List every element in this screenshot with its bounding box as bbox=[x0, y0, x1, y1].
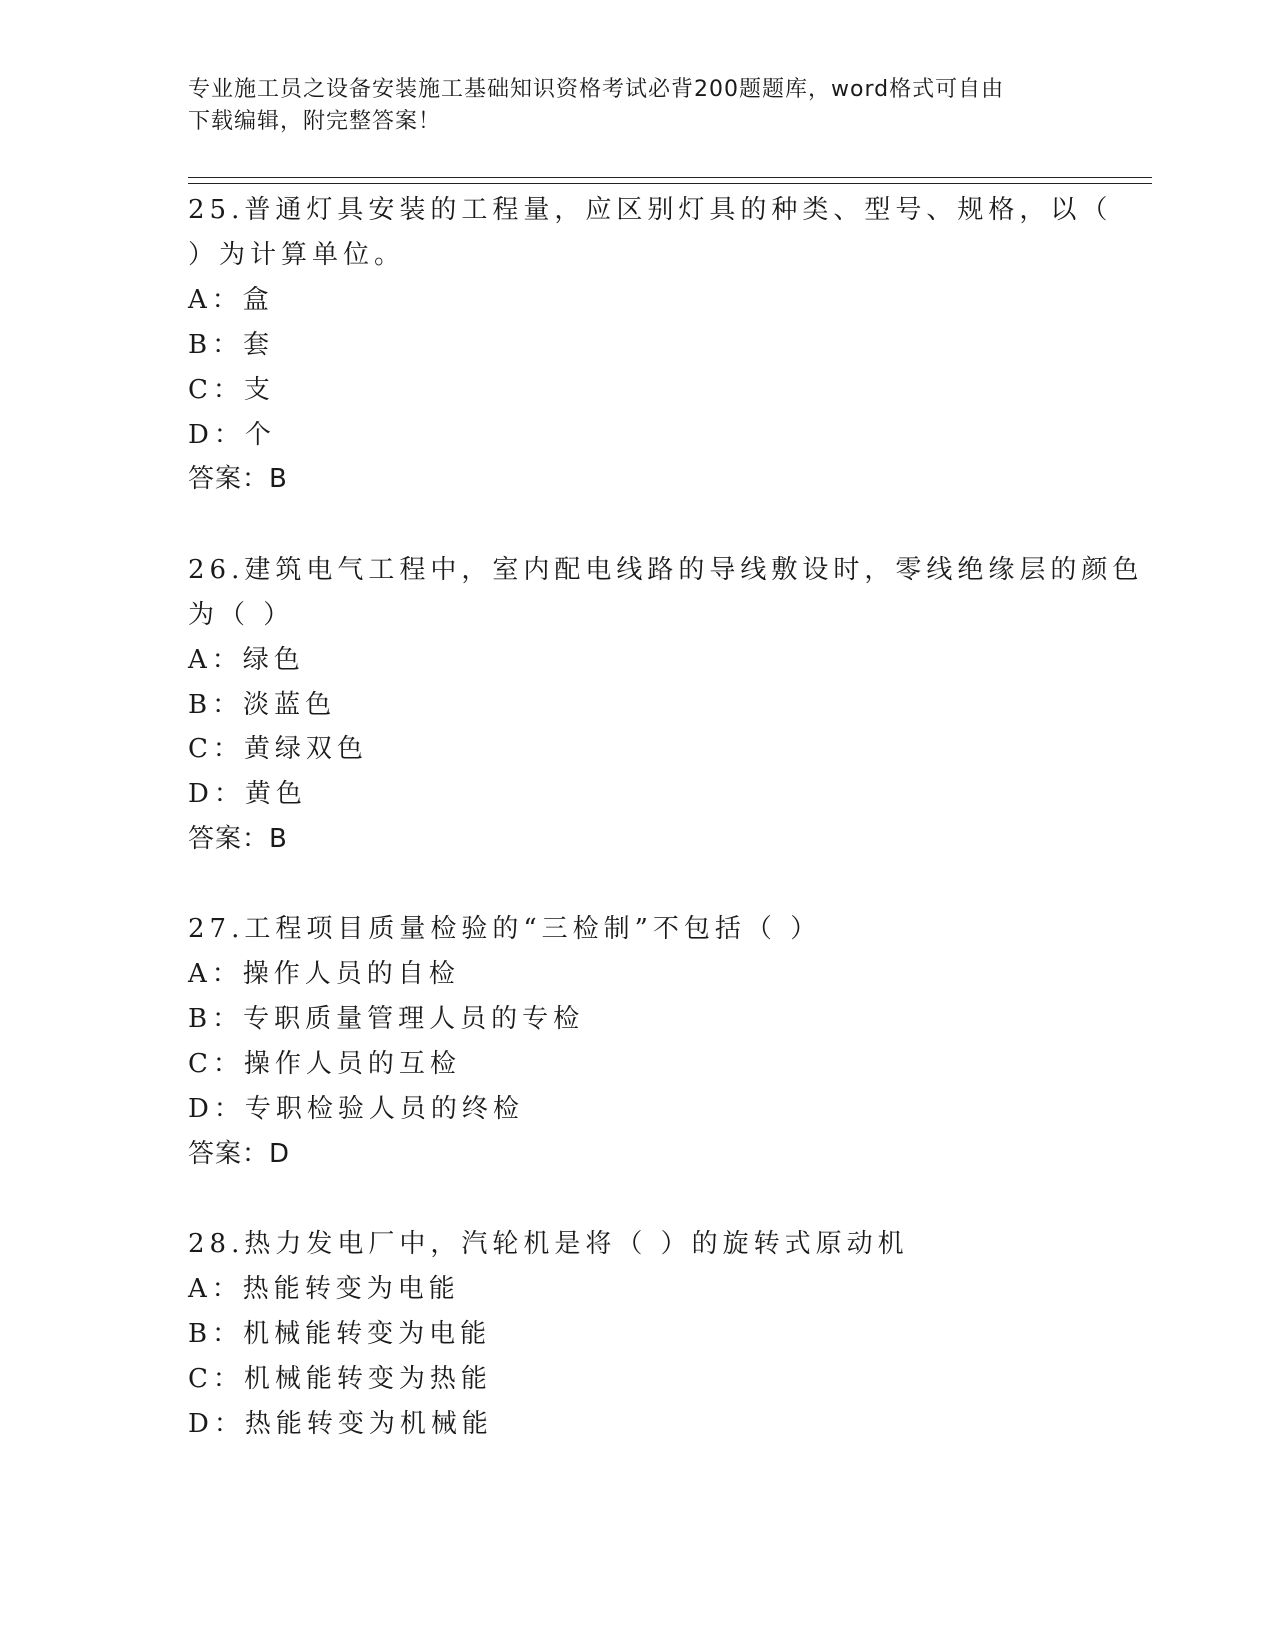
question-28-option-a: A：热能转变为电能 bbox=[188, 1274, 460, 1304]
question-27-stem: 27.工程项目质量检验的“三检制”不包括（ ） bbox=[188, 914, 822, 944]
question-28-option-b: B：机械能转变为电能 bbox=[188, 1319, 492, 1349]
question-27-option-a: A：操作人员的自检 bbox=[188, 959, 460, 989]
question-27-option-d: D：专职检验人员的终检 bbox=[188, 1094, 524, 1124]
question-28-stem: 28.热力发电厂中，汽轮机是将（ ）的旋转式原动机 bbox=[188, 1229, 909, 1259]
question-26-option-a: A：绿色 bbox=[188, 645, 305, 675]
question-28-option-d: D：热能转变为机械能 bbox=[188, 1409, 493, 1439]
question-25-stem-line-1: 25.普通灯具安装的工程量，应区别灯具的种类、型号、规格，以（ bbox=[188, 195, 1113, 225]
header-line-1: 专业施工员之设备安装施工基础知识资格考试必背200题题库，word格式可自由 bbox=[188, 77, 1005, 102]
question-25-stem-line-2: ）为计算单位。 bbox=[188, 240, 406, 270]
question-26-answer: 答案：B bbox=[188, 824, 288, 854]
header-line-2: 下载编辑，附完整答案！ bbox=[188, 109, 442, 134]
question-26-option-d: D：黄色 bbox=[188, 779, 307, 809]
question-25-option-d: D：个 bbox=[188, 420, 276, 450]
question-26-stem-line-1: 26.建筑电气工程中，室内配电线路的导线敷设时，零线绝缘层的颜色 bbox=[188, 555, 1144, 585]
question-27-option-c: C：操作人员的互检 bbox=[188, 1049, 461, 1079]
document-header bbox=[188, 74, 1068, 138]
header-rule-bottom bbox=[188, 183, 1152, 184]
question-26-option-c: C：黄绿双色 bbox=[188, 734, 368, 764]
question-25-option-a: A：盒 bbox=[188, 285, 274, 315]
question-27-answer: 答案：D bbox=[188, 1139, 291, 1169]
question-26-option-b: B：淡蓝色 bbox=[188, 690, 337, 720]
question-28-option-c: C：机械能转变为热能 bbox=[188, 1364, 492, 1394]
question-25-option-b: B：套 bbox=[188, 330, 275, 360]
question-25-option-c: C：支 bbox=[188, 375, 275, 405]
header-rule-top bbox=[188, 177, 1152, 178]
question-26-stem-line-2: 为（ ） bbox=[188, 600, 295, 630]
question-27-option-b: B：专职质量管理人员的专检 bbox=[188, 1004, 585, 1034]
question-25-answer: 答案：B bbox=[188, 464, 288, 494]
